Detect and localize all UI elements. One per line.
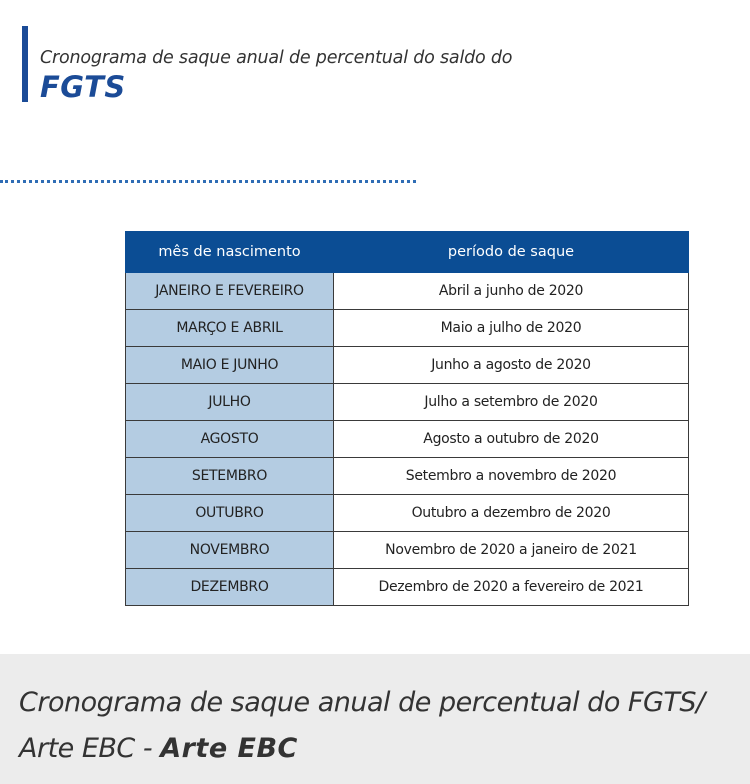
caption-credit: Arte EBC: [160, 733, 298, 764]
withdrawal-period-cell: Setembro a novembro de 2020: [334, 458, 689, 495]
infographic-subtitle: Cronograma de saque anual de percentual do saldo do: [40, 48, 513, 68]
withdrawal-period-cell: Dezembro de 2020 a fevereiro de 2021: [334, 569, 689, 606]
withdrawal-period-cell: Junho a agosto de 2020: [334, 347, 689, 384]
table-row: [126, 532, 689, 569]
withdrawal-period-cell: Abril a junho de 2020: [334, 273, 689, 310]
table-row: [126, 273, 689, 310]
withdrawal-period-cell: Outubro a dezembro de 2020: [334, 495, 689, 532]
birth-month-cell: AGOSTO: [126, 421, 334, 458]
birth-month-cell: SETEMBRO: [126, 458, 334, 495]
table-header-row: [126, 232, 689, 273]
birth-month-cell: JANEIRO E FEVEREIRO: [126, 273, 334, 310]
column-header-withdrawal-period: período de saque: [334, 232, 689, 273]
dotted-divider: [0, 180, 416, 183]
withdrawal-period-cell: Agosto a outubro de 2020: [334, 421, 689, 458]
caption-text: Cronograma de saque anual de percentual do FGTS/ Arte EBC -: [19, 687, 705, 764]
birth-month-cell: JULHO: [126, 384, 334, 421]
birth-month-cell: OUTUBRO: [126, 495, 334, 532]
table-row: [126, 458, 689, 495]
birth-month-cell: MAIO E JUNHO: [126, 347, 334, 384]
table-row: [126, 421, 689, 458]
table-row: [126, 310, 689, 347]
birth-month-cell: MARÇO E ABRIL: [126, 310, 334, 347]
withdrawal-period-cell: Julho a setembro de 2020: [334, 384, 689, 421]
column-header-birth-month: mês de nascimento: [126, 232, 334, 273]
birth-month-cell: DEZEMBRO: [126, 569, 334, 606]
withdrawal-period-cell: Novembro de 2020 a janeiro de 2021: [334, 532, 689, 569]
table-row: [126, 495, 689, 532]
accent-bar: [22, 26, 28, 102]
table-row: [126, 569, 689, 606]
fgts-brand-title: FGTS: [40, 70, 126, 104]
table-row: [126, 347, 689, 384]
withdrawal-schedule-table: [125, 231, 689, 606]
table-row: [126, 384, 689, 421]
image-caption: [19, 680, 719, 772]
withdrawal-period-cell: Maio a julho de 2020: [334, 310, 689, 347]
birth-month-cell: NOVEMBRO: [126, 532, 334, 569]
